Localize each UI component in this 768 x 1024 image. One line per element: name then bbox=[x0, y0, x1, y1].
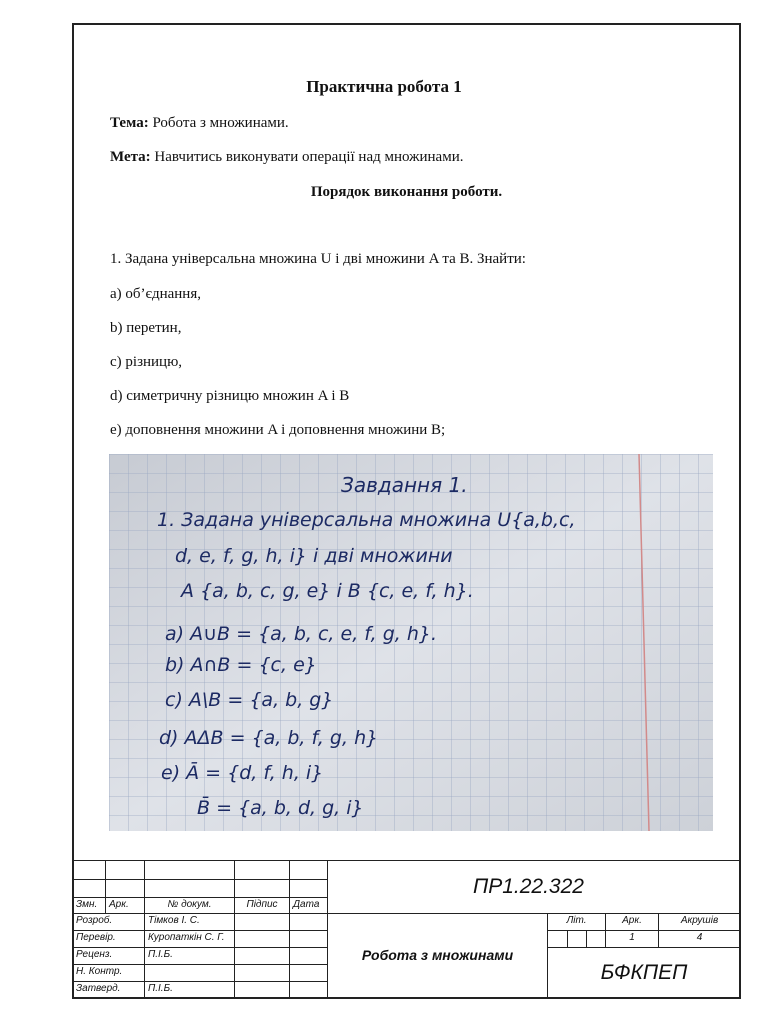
topic-label: Тема: bbox=[110, 115, 149, 131]
notebook-photo-svg bbox=[109, 454, 713, 831]
stamp-empty bbox=[234, 879, 290, 898]
goal-label: Мета: bbox=[110, 149, 151, 165]
stamp-sign bbox=[234, 913, 290, 931]
org-name: БФКПЕП bbox=[547, 947, 741, 999]
stamp-name: П.І.Б. bbox=[144, 981, 235, 999]
lit-label: Літ. bbox=[547, 913, 606, 931]
stamp-empty bbox=[144, 860, 235, 880]
stamp-role: Перевір. bbox=[72, 930, 145, 948]
task-line: 1. Задана універсальна множина U і дві множини A та B. Знайти: bbox=[110, 251, 526, 267]
photo-heading: Завдання 1. bbox=[341, 473, 468, 497]
stamp-empty bbox=[72, 879, 106, 898]
stamp-sign bbox=[234, 981, 290, 999]
photo-line-4: a) A∪B = {a, b, c, e, f, g, h}. bbox=[165, 623, 438, 645]
lit-cell bbox=[567, 930, 587, 948]
stamp-date bbox=[289, 981, 328, 999]
stamp-date bbox=[289, 947, 328, 965]
lit-cell bbox=[586, 930, 606, 948]
photo-line-5: b) A∩B = {c, e} bbox=[165, 654, 317, 676]
stamp-name: Тімков І. С. bbox=[144, 913, 235, 931]
item-e: e) доповнення множини A і доповнення множини B; bbox=[110, 422, 446, 438]
stamp-empty bbox=[105, 860, 145, 880]
akrushiv-value: 4 bbox=[658, 930, 741, 948]
photo-line-3: A {a, b, c, g, e} і B {c, e, f, h}. bbox=[181, 580, 474, 602]
photo-line-1: 1. Задана універсальна множина U{a,b,c, bbox=[157, 509, 576, 531]
stamp-empty bbox=[72, 860, 106, 880]
stamp-sign bbox=[234, 947, 290, 965]
stamp-header-date: Дата bbox=[289, 897, 328, 914]
stamp-sign bbox=[234, 930, 290, 948]
stamp-role: Реценз. bbox=[72, 947, 145, 965]
lit-cell bbox=[547, 930, 568, 948]
title-block bbox=[72, 860, 741, 999]
photo-line-6: c) A\B = {a, b, g} bbox=[165, 689, 334, 711]
procedure-heading: Порядок виконання роботи. bbox=[310, 184, 503, 200]
item-c: c) різницю, bbox=[110, 354, 183, 370]
stamp-date bbox=[289, 930, 328, 948]
stamp-header-doc: № докум. bbox=[144, 897, 235, 914]
item-d: d) симетричну різницю множин A і B bbox=[110, 388, 350, 404]
topic-line bbox=[110, 115, 289, 132]
doc-code: ПР1.22.322 bbox=[327, 860, 741, 914]
stamp-empty bbox=[289, 860, 328, 880]
stamp-role: Затверд. bbox=[72, 981, 145, 999]
item-a: a) об’єднання, bbox=[110, 286, 201, 302]
ark-value: 1 bbox=[605, 930, 659, 948]
stamp-empty bbox=[234, 860, 290, 880]
stamp-empty bbox=[289, 879, 328, 898]
stamp-header-ark: Арк. bbox=[105, 897, 145, 914]
stamp-sign bbox=[234, 964, 290, 982]
stamp-name: П.І.Б. bbox=[144, 947, 235, 965]
stamp-name bbox=[144, 964, 235, 982]
photo-line-9: B̄ = {a, b, d, g, i} bbox=[197, 797, 364, 819]
work-title: Робота з множинами bbox=[327, 913, 548, 999]
stamp-header-sign: Підпис bbox=[234, 897, 290, 914]
topic-text: Робота з множинами. bbox=[152, 115, 289, 131]
photo-line-8: e) Ā = {d, f, h, i} bbox=[161, 762, 324, 784]
stamp-date bbox=[289, 913, 328, 931]
stamp-role: Розроб. bbox=[72, 913, 145, 931]
stamp-empty bbox=[105, 879, 145, 898]
stamp-empty bbox=[144, 879, 235, 898]
doc-title: Практична робота 1 bbox=[306, 77, 462, 96]
stamp-header-zmn: Змн. bbox=[72, 897, 106, 914]
goal-text: Навчитись виконувати операції над множинами. bbox=[154, 149, 464, 165]
stamp-name: Куропаткін С. Г. bbox=[144, 930, 235, 948]
photo-line-2: d, e, f, g, h, i} і дві множини bbox=[175, 545, 453, 567]
ark-label: Арк. bbox=[605, 913, 659, 931]
akrushiv-label: Акрушів bbox=[658, 913, 741, 931]
stamp-date bbox=[289, 964, 328, 982]
stamp-role: Н. Контр. bbox=[72, 964, 145, 982]
goal-line bbox=[110, 149, 464, 166]
notebook-photo bbox=[109, 454, 713, 831]
photo-line-7: d) AΔB = {a, b, f, g, h} bbox=[159, 727, 379, 749]
item-b: b) перетин, bbox=[110, 320, 182, 336]
